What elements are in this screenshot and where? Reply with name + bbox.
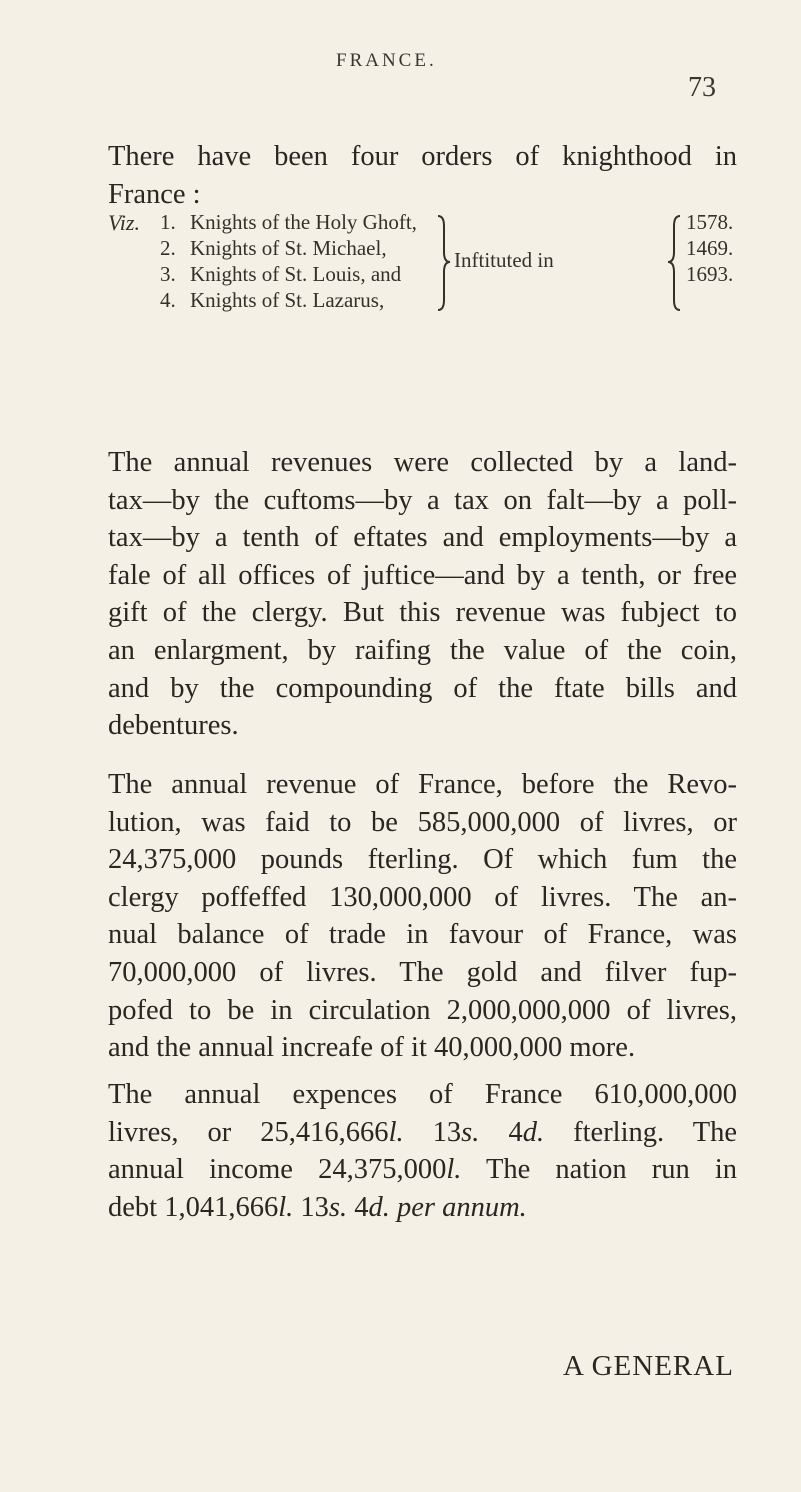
text-line: lution, was faid to be 585,000,000 of livres, or <box>108 806 737 838</box>
text-line: pofed to be in circulation 2,000,000,000 of livres, <box>108 994 737 1026</box>
text-line: The annual expences of France 610,000,000 <box>108 1079 737 1110</box>
knighthood-list <box>108 210 748 350</box>
text-line: an enlargment, by raifing the value of the coin, <box>108 634 737 666</box>
paragraph-revenues <box>108 444 737 745</box>
text-line: The annual revenue of France, before the Revo- <box>108 769 737 800</box>
text-line <box>108 1114 737 1152</box>
list-item-number: 4. <box>160 288 176 312</box>
year-1469: 1469. <box>686 236 734 260</box>
text-run: debt 1,041,666 <box>108 1191 279 1223</box>
year-1693: 1693. <box>686 262 734 286</box>
text-line: clergy poffeffed 130,000,000 of livres. The an- <box>108 881 737 913</box>
list-item-number: 1. <box>160 210 176 234</box>
text-line <box>108 1189 737 1227</box>
text-run: l. <box>446 1154 462 1186</box>
text-run: d. <box>368 1191 390 1223</box>
text-line <box>108 1151 737 1189</box>
text-line: 24,375,000 pounds fterling. Of which fum the <box>108 844 737 876</box>
text-line: and the annual increafe of it 40,000,000 more. <box>108 1032 636 1064</box>
text-line: fale of all offices of juftice—and by a tenth, or free <box>108 559 737 591</box>
text-run: livres, or 25,416,666 <box>108 1116 389 1148</box>
list-item-name: Knights of St. Lazarus, <box>190 288 385 312</box>
text-run: 4 <box>479 1116 523 1148</box>
page-number: 73 <box>688 72 716 103</box>
list-item <box>160 262 401 287</box>
paragraph-revenue-sum <box>108 766 737 1067</box>
text-run: 13 <box>403 1116 462 1148</box>
text-line: The annual revenues were collected by a land- <box>108 447 737 478</box>
text-run: fterling. The <box>544 1116 738 1148</box>
list-item <box>160 288 384 313</box>
list-item-name: Knights of St. Louis, and <box>190 262 402 286</box>
text-line: gift of the clergy. But this revenue was fubject to <box>108 597 737 629</box>
text-line: nual balance of trade in favour of France, was <box>108 919 737 951</box>
text-run: l. <box>388 1116 404 1148</box>
text-run: s. <box>328 1191 348 1223</box>
text-line: 70,000,000 of livres. The gold and filver fup- <box>108 956 737 988</box>
left-brace <box>666 214 682 314</box>
year-1578: 1578. <box>686 210 734 234</box>
paragraph-expences <box>108 1076 737 1226</box>
text-line: tax—by the cuftoms—by a tax on falt—by a poll- <box>108 484 737 516</box>
catchword: A GENERAL <box>563 1350 734 1382</box>
text-line: tax—by a tenth of eftates and employments—by a <box>108 522 737 554</box>
list-item-name: Knights of St. Michael, <box>190 236 387 260</box>
list-item <box>160 210 417 235</box>
list-lead: Viz. <box>108 210 140 235</box>
text-run: 13 <box>293 1191 329 1223</box>
right-brace <box>436 214 452 314</box>
text-run: 4 <box>347 1191 369 1223</box>
text-line: There have been four orders of knighthood in <box>108 141 737 172</box>
text-run: l. <box>278 1191 294 1223</box>
instituted-label: Inftituted in <box>454 248 554 272</box>
text-run: annual income 24,375,000 <box>108 1154 447 1186</box>
text-line: debentures. <box>108 710 239 742</box>
list-item <box>160 236 387 261</box>
text-run: per annum. <box>389 1191 527 1223</box>
running-head: FRANCE. <box>336 50 437 71</box>
list-item-name: Knights of the Holy Ghoft, <box>190 210 417 234</box>
text-run: s. <box>461 1116 480 1148</box>
list-item-number: 2. <box>160 236 176 260</box>
text-run: The nation run in <box>461 1154 737 1186</box>
text-line: and by the compounding of the ftate bills and <box>108 672 737 704</box>
text-line: France : <box>108 178 201 210</box>
text-run: d. <box>522 1116 545 1148</box>
intro-paragraph <box>108 138 737 213</box>
list-item-number: 3. <box>160 262 176 286</box>
